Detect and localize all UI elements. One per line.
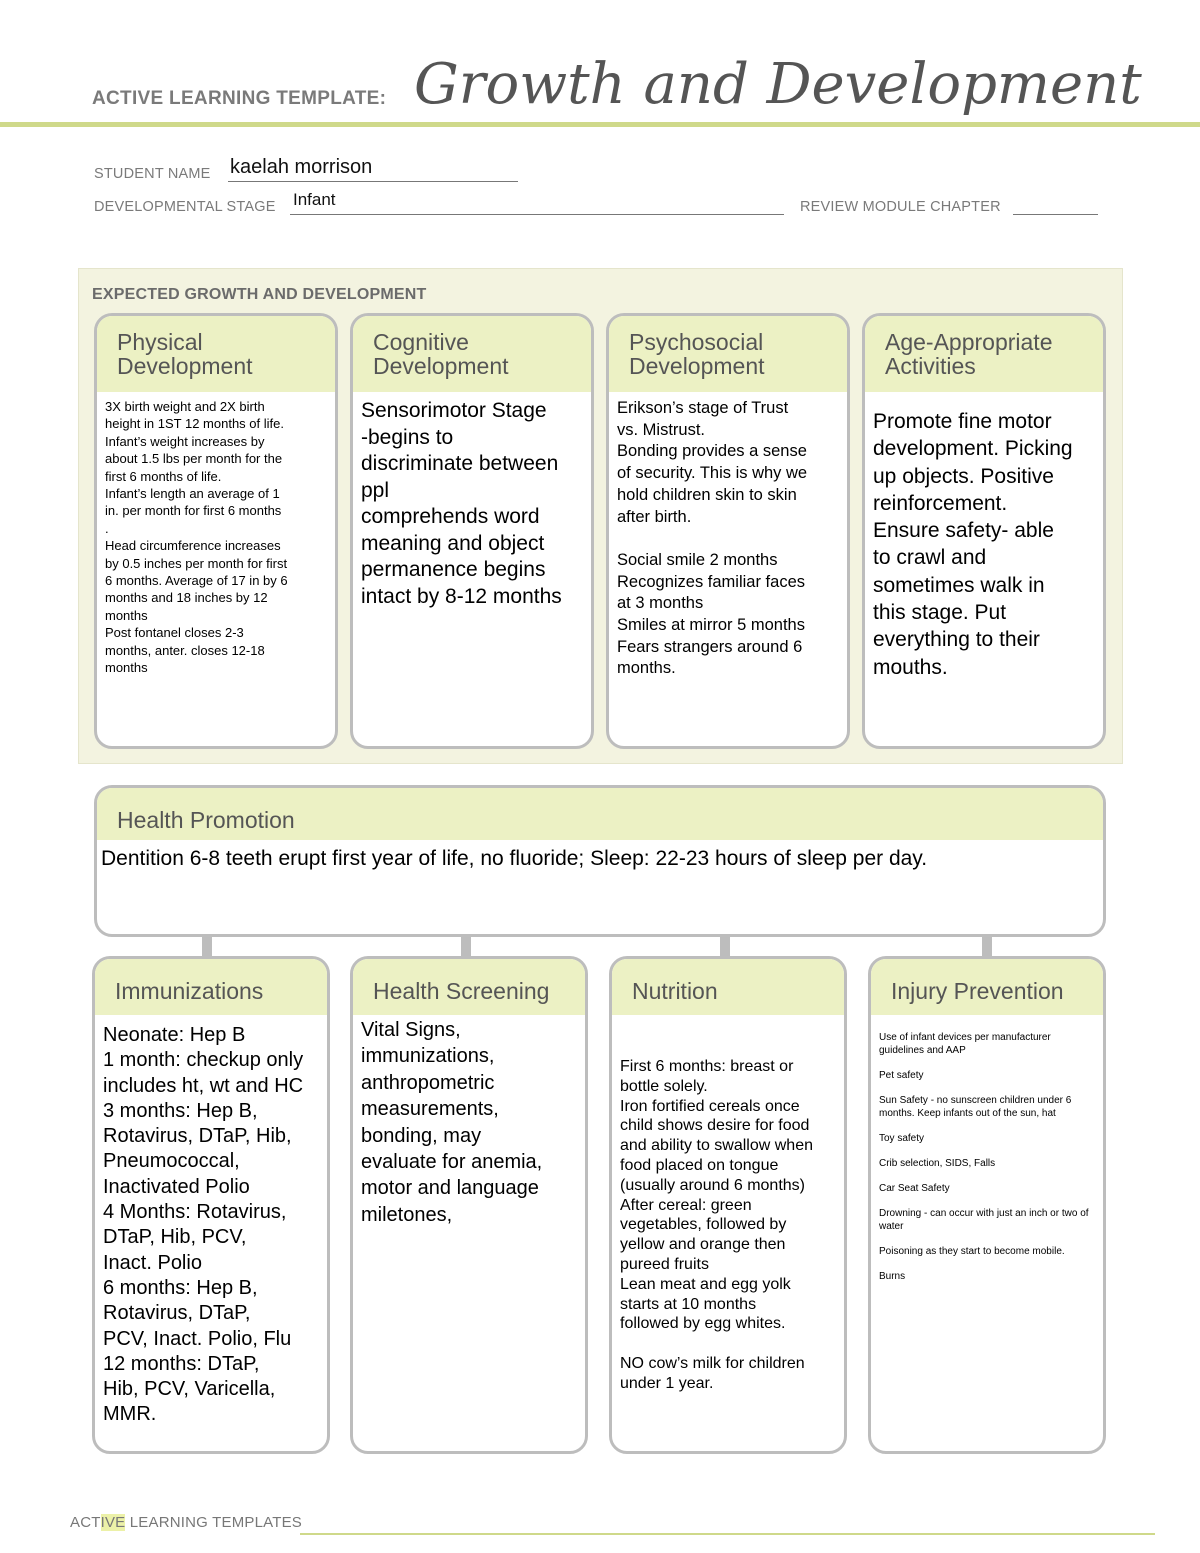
text-line: 3X birth weight and 2X birth — [105, 399, 265, 414]
text-line: child shows desire for food — [620, 1117, 810, 1135]
text-line: Vital Signs, — [361, 1019, 461, 1041]
expected-growth-title: EXPECTED GROWTH AND DEVELOPMENT — [92, 286, 427, 303]
text-line: ppl — [361, 478, 390, 502]
text-line: everything to their — [873, 628, 1040, 652]
text-line: discriminate between — [361, 452, 559, 475]
health-promotion-heading: Health Promotion — [97, 788, 1103, 840]
text-line: Infant’s weight increases by — [105, 433, 265, 449]
text-line: pureed fruits — [620, 1255, 709, 1273]
text-line: months, anter. closes 12-18 — [105, 642, 265, 658]
text-line: comprehends word — [361, 505, 540, 528]
text-line: under 1 year. — [620, 1374, 714, 1392]
text-line: about 1.5 lbs per month for the — [105, 451, 283, 467]
text-line: -begins to — [361, 425, 454, 449]
text-line: Erikson’s stage of Trust — [617, 399, 789, 417]
text-line: After cereal: green — [620, 1196, 752, 1214]
text-line: 1 month: checkup only — [103, 1049, 304, 1072]
developmental-stage-label: DEVELOPMENTAL STAGE — [94, 199, 276, 215]
student-name-label: STUDENT NAME — [94, 166, 211, 182]
review-module-chapter-line[interactable] — [1013, 214, 1098, 215]
psychosocial-development-heading — [609, 316, 847, 392]
age-appropriate-activities-heading — [865, 316, 1103, 392]
injury-prevention-item: Car Seat Safety — [879, 1183, 950, 1194]
text-line: months — [105, 660, 148, 676]
text-line: First 6 months: breast or — [620, 1058, 794, 1075]
heading-line: Cognitive — [373, 329, 469, 355]
text-line: Hib, PCV, Varicella, — [103, 1378, 276, 1401]
text-line: height in 1ST 12 months of life. — [105, 416, 284, 432]
text-line: Neonate: Hep B — [103, 1024, 246, 1046]
text-line: in. per month for first 6 months — [105, 503, 282, 519]
heading-line: Development — [117, 353, 253, 379]
injury-prevention-text[interactable] — [871, 1015, 1103, 1301]
text-line: reinforcement. — [873, 491, 1008, 515]
footer-divider — [300, 1533, 1155, 1535]
footer-suffix: LEARNING TEMPLATES — [125, 1514, 303, 1531]
nutrition-text[interactable] — [612, 1015, 844, 1400]
text-line: sometimes walk in — [873, 573, 1045, 597]
text-line: mouths. — [873, 655, 948, 679]
heading-line: Psychosocial — [629, 329, 764, 355]
text-line: up objects. Positive — [873, 464, 1054, 488]
cognitive-development-text[interactable] — [353, 392, 591, 616]
text-line: Pneumococcal, — [103, 1150, 240, 1173]
physical-development-heading — [97, 316, 335, 392]
text-line: immunizations, — [361, 1045, 495, 1068]
injury-prevention-heading: Injury Prevention — [871, 959, 1103, 1015]
text-line: 6 months: Hep B, — [103, 1276, 258, 1299]
connector — [982, 936, 992, 956]
physical-development-card — [94, 313, 338, 749]
text-line: . — [105, 520, 109, 536]
footer-brand — [70, 1514, 302, 1531]
injury-prevention-item: Burns — [879, 1271, 906, 1282]
text-line: NO cow’s milk for children — [620, 1354, 805, 1372]
cognitive-development-card — [350, 313, 594, 749]
text-line — [617, 528, 839, 550]
text-line: Sensorimotor Stage — [361, 399, 547, 422]
immunizations-card — [92, 956, 330, 1454]
connector — [720, 936, 730, 956]
connector — [461, 936, 471, 956]
text-line: (usually around 6 months) — [620, 1176, 805, 1194]
footer-prefix: ACT — [70, 1514, 101, 1531]
text-line: months — [105, 607, 148, 623]
age-appropriate-activities-card — [862, 313, 1106, 749]
page-title: Growth and Development — [414, 52, 1142, 117]
text-line: to crawl and — [873, 546, 987, 570]
header-divider — [0, 122, 1200, 127]
text-line: 4 Months: Rotavirus, — [103, 1201, 287, 1224]
text-line: permanence begins — [361, 558, 546, 581]
text-line: Promote fine motor — [873, 410, 1052, 433]
immunizations-text[interactable] — [95, 1015, 327, 1434]
text-line: first 6 months of life. — [105, 468, 222, 484]
cognitive-development-heading — [353, 316, 591, 392]
text-line: months. — [617, 659, 676, 678]
heading-line: Activities — [885, 353, 976, 379]
text-line: this stage. Put — [873, 601, 1007, 625]
developmental-stage-value[interactable]: Infant — [293, 190, 336, 209]
heading-line: Physical — [117, 329, 203, 355]
heading-line: Age-Appropriate — [885, 329, 1053, 355]
student-name-line — [228, 181, 518, 182]
injury-prevention-item: Pet safety — [879, 1070, 924, 1081]
text-line: followed by egg whites. — [620, 1315, 786, 1333]
heading-line: Development — [629, 353, 765, 379]
text-line: DTaP, Hib, PCV, — [103, 1226, 247, 1249]
injury-prevention-item: Sun Safety - no sunscreen children under 6 months. Keep infants out of the sun, hat — [879, 1095, 1072, 1119]
text-line: Fears strangers around 6 — [617, 637, 803, 656]
text-line: evaluate for anemia, — [361, 1151, 543, 1174]
connector — [202, 936, 212, 956]
student-name-value[interactable]: kaelah morrison — [230, 156, 373, 178]
text-line: Bonding provides a sense — [617, 442, 807, 461]
text-line: hold children skin to skin — [617, 485, 797, 504]
injury-prevention-card — [868, 956, 1106, 1454]
text-line: vegetables, followed by — [620, 1216, 787, 1234]
text-line: vs. Mistrust. — [617, 420, 706, 439]
text-line: at 3 months — [617, 594, 704, 613]
text-line — [620, 1334, 836, 1354]
text-line: 6 months. Average of 17 in by 6 — [105, 573, 288, 589]
injury-prevention-item: Poisoning as they start to become mobile. — [879, 1246, 1065, 1257]
nutrition-card — [609, 956, 847, 1454]
text-line: Rotavirus, DTaP, — [103, 1302, 251, 1325]
age-appropriate-activities-text[interactable] — [865, 392, 1103, 687]
text-line: starts at 10 months — [620, 1295, 757, 1313]
injury-prevention-item: Drowning - can occur with just an inch or two of water — [879, 1208, 1089, 1232]
text-line: includes ht, wt and HC — [103, 1074, 304, 1097]
text-line: development. Picking — [873, 437, 1073, 461]
injury-prevention-item: Use of infant devices per manufacturer guidelines and AAP — [879, 1032, 1051, 1056]
text-line: Recognizes familiar faces — [617, 572, 805, 591]
text-line: Social smile 2 months — [617, 550, 778, 569]
review-module-chapter-label: REVIEW MODULE CHAPTER — [800, 199, 1001, 215]
text-line: anthropometric — [361, 1071, 495, 1094]
text-line: Smiles at mirror 5 months — [617, 616, 805, 635]
text-line: food placed on tongue — [620, 1156, 779, 1174]
psychosocial-development-text[interactable] — [609, 392, 847, 686]
text-line: Inact. Polio — [103, 1251, 202, 1274]
text-line: of security. This is why we — [617, 464, 808, 483]
text-line: meaning and object — [361, 531, 545, 555]
text-line: Inactivated Polio — [103, 1175, 250, 1198]
psychosocial-development-card — [606, 313, 850, 749]
nutrition-heading: Nutrition — [612, 959, 844, 1015]
text-line: PCV, Inact. Polio, Flu — [103, 1327, 292, 1350]
text-line: bonding, may — [361, 1124, 482, 1147]
health-promotion-text[interactable]: Dentition 6-8 teeth erupt first year of life, no fluoride; Sleep: 22-23 hours of sleep per day. — [101, 847, 928, 870]
text-line: Ensure safety- able — [873, 519, 1054, 543]
text-line: bottle solely. — [620, 1077, 708, 1095]
heading-line: Development — [373, 353, 509, 379]
text-line: Rotavirus, DTaP, Hib, — [103, 1125, 292, 1148]
text-line: after birth. — [617, 507, 692, 526]
physical-development-text[interactable] — [97, 392, 335, 683]
text-line: by 0.5 inches per month for first — [105, 555, 288, 571]
immunizations-heading: Immunizations — [95, 959, 327, 1015]
text-line: intact by 8-12 months — [361, 584, 562, 608]
text-line: yellow and orange then — [620, 1236, 786, 1254]
text-line: Lean meat and egg yolk — [620, 1275, 791, 1293]
injury-prevention-item: Crib selection, SIDS, Falls — [879, 1158, 996, 1169]
text-line: measurements, — [361, 1098, 499, 1121]
text-line: Post fontanel closes 2-3 — [105, 625, 244, 641]
template-label: ACTIVE LEARNING TEMPLATE: — [92, 88, 387, 109]
health-promotion-card — [94, 785, 1106, 937]
text-line: Iron fortified cereals once — [620, 1097, 800, 1115]
health-screening-text[interactable] — [353, 1015, 585, 1234]
text-line: Head circumference increases — [105, 538, 281, 554]
footer-highlight: IVE — [100, 1514, 126, 1531]
health-screening-heading: Health Screening — [353, 959, 585, 1015]
text-line: and ability to swallow when — [620, 1137, 813, 1155]
text-line: 3 months: Hep B, — [103, 1099, 258, 1122]
health-screening-card — [350, 956, 588, 1454]
text-line: 12 months: DTaP, — [103, 1352, 260, 1375]
text-line: MMR. — [103, 1403, 157, 1426]
developmental-stage-line — [290, 214, 784, 215]
injury-prevention-item: Toy safety — [879, 1133, 925, 1144]
text-line: months and 18 inches by 12 — [105, 590, 268, 606]
text-line: miletones, — [361, 1203, 453, 1226]
text-line: motor and language — [361, 1177, 539, 1200]
text-line: Infant’s length an average of 1 — [105, 486, 280, 502]
